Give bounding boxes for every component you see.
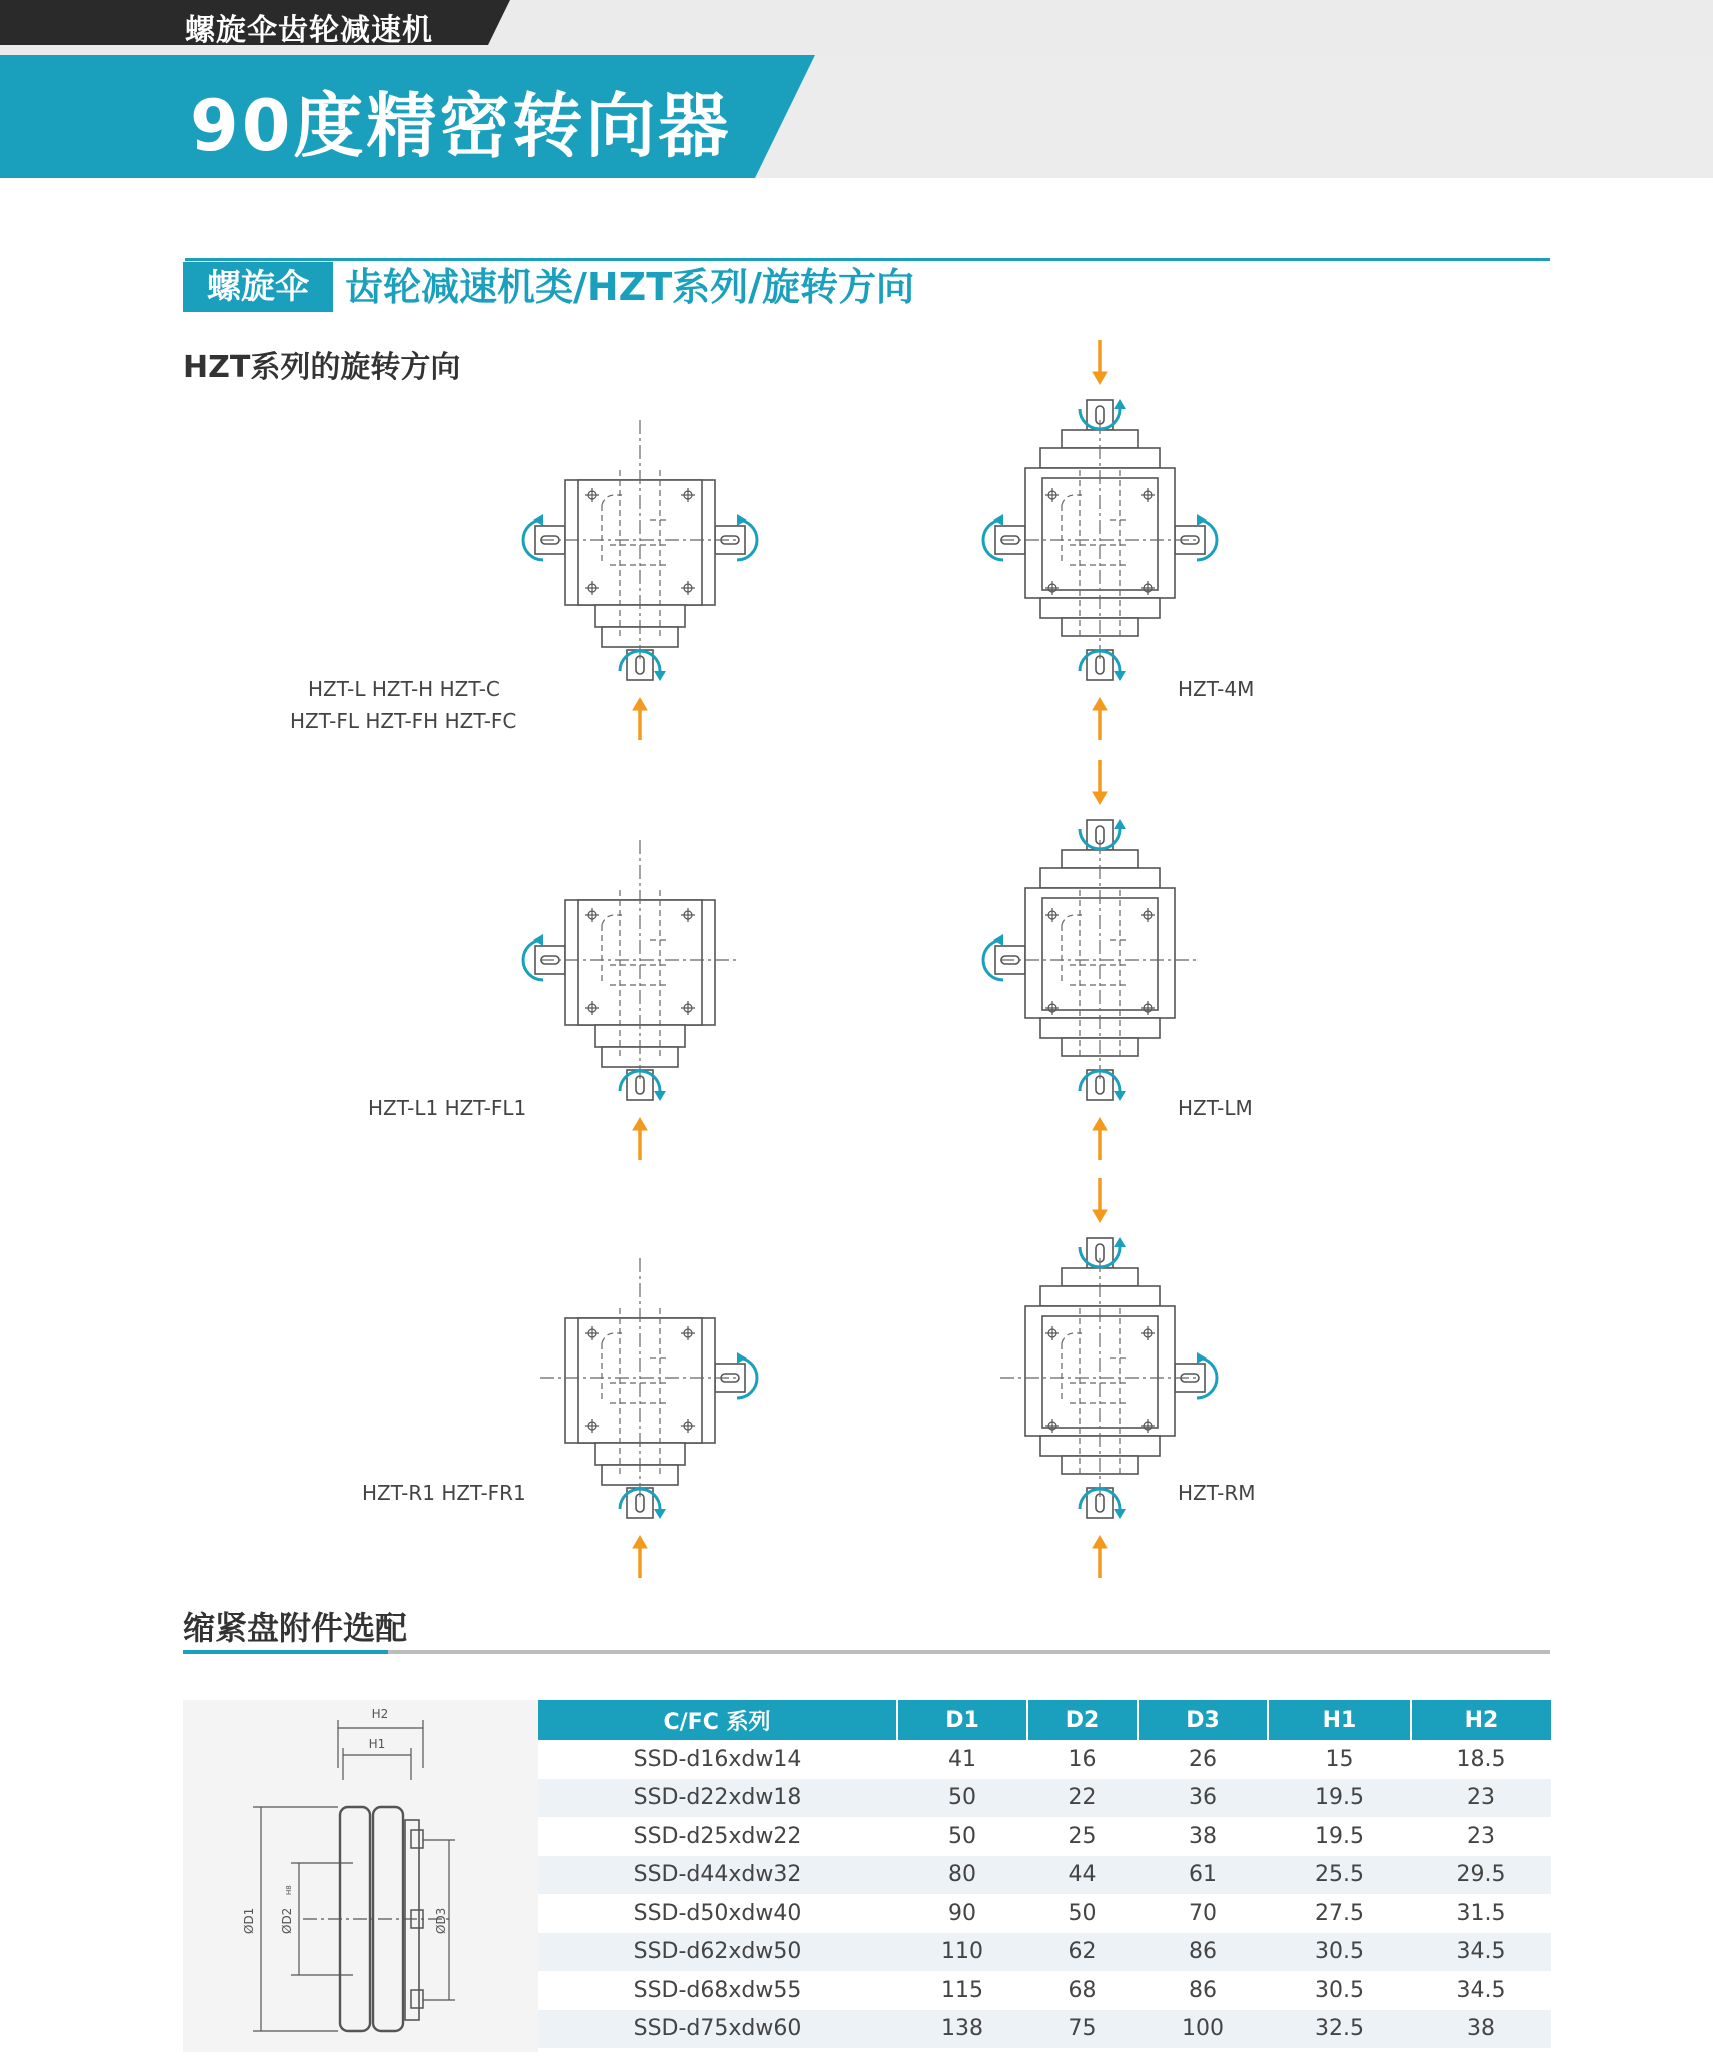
input-arrow-icon [1093, 698, 1107, 740]
table-header-row [538, 1700, 1551, 1740]
cell-h2: 23 [1411, 1779, 1551, 1818]
col-series: C/FC 系列 [538, 1700, 897, 1740]
col-d3: D3 [1138, 1700, 1268, 1740]
cell-d1: 110 [897, 1933, 1027, 1972]
diagram-hzt-r1 [510, 1178, 770, 1578]
cell-d3: 36 [1138, 1779, 1268, 1818]
table-row [538, 1817, 1551, 1856]
cell-d2: 22 [1027, 1779, 1138, 1818]
cell-h1: 19.5 [1268, 1779, 1411, 1818]
table-row [538, 1740, 1551, 1779]
cell-h2: 18.5 [1456, 1746, 1506, 1772]
cell-h1: 30.5 [1268, 1933, 1411, 1972]
table-row [538, 1856, 1551, 1895]
section-title: 齿轮减速机类/HZT系列/旋转方向 [345, 265, 915, 309]
table-row [538, 1971, 1551, 2010]
input-arrow-icon [1093, 1178, 1107, 1222]
cell-d2: 62 [1027, 1933, 1138, 1972]
input-arrow-icon [633, 1118, 647, 1160]
hidden-lines [1000, 420, 1200, 660]
cell-h1: 32.5 [1268, 2010, 1411, 2049]
label-hzt-l-line2: HZT-FL HZT-FH HZT-FC [290, 709, 517, 733]
cell-d1: 115 [941, 1977, 983, 2003]
cell-model: SSD-d68xdw55 [633, 1977, 802, 2003]
dim-h1: H1 [368, 1737, 386, 1751]
rotation-heading: HZT系列的旋转方向 [183, 350, 461, 385]
cell-h2: 23 [1467, 1823, 1495, 1849]
hidden-lines [1000, 840, 1200, 1080]
dim-d1: ØD1 [242, 1907, 256, 1934]
hidden-lines [540, 840, 740, 1080]
accessory-heading: 缩紧盘附件选配 [183, 1609, 408, 1647]
cell-d1: 138 [897, 2010, 1027, 2049]
col-d1: D1 [897, 1700, 1027, 1740]
cell-d2: 44 [1027, 1856, 1138, 1895]
dim-d2: ØD2 [280, 1907, 294, 1934]
cell-d3: 26 [1189, 1746, 1217, 1772]
cell-h2: 29.5 [1411, 1856, 1551, 1895]
shrink-disc-svg [183, 1700, 538, 2052]
table-row [538, 1933, 1551, 1972]
label-hzt-r1: HZT-R1 HZT-FR1 [362, 1481, 526, 1505]
diagram-hzt-l [510, 340, 770, 740]
shrink-disc-drawing [183, 1700, 538, 2052]
section-tag: 螺旋伞 [183, 262, 333, 312]
cell-h2: 34.5 [1456, 1977, 1506, 2003]
input-arrow-icon [633, 1536, 647, 1578]
dim-d3: ØD3 [434, 1907, 448, 1934]
cell-h1: 27.5 [1315, 1900, 1364, 1926]
cell-d1: 41 [948, 1746, 976, 1772]
input-arrow-icon [1093, 760, 1107, 804]
dim-d2-sub: H8 [285, 1885, 293, 1895]
cell-h1: 15 [1325, 1746, 1354, 1772]
shrink-disc-table [538, 1700, 1551, 2048]
cell-d2: 75 [1027, 2010, 1138, 2049]
cell-d2: 25 [1068, 1823, 1097, 1849]
diagram-hzt-l1 [510, 760, 770, 1160]
cell-d2: 50 [1068, 1900, 1097, 1926]
label-hzt-l-line1: HZT-L HZT-H HZT-C [308, 677, 500, 701]
cell-model: SSD-d44xdw32 [538, 1856, 897, 1895]
table-row [538, 1894, 1551, 1933]
cell-d1: 50 [897, 1779, 1027, 1818]
accessory-rule [183, 1650, 1550, 1654]
cell-d2: 16 [1068, 1746, 1097, 1772]
input-arrow-icon [1093, 1536, 1107, 1578]
cell-d3: 61 [1138, 1856, 1268, 1895]
cell-model: SSD-d25xdw22 [633, 1823, 802, 1849]
cell-d3: 100 [1138, 2010, 1268, 2049]
cell-model: SSD-d75xdw60 [538, 2010, 897, 2049]
cell-d1: 90 [948, 1900, 976, 1926]
input-arrow-icon [633, 698, 647, 740]
diagram-hzt-rm [970, 1178, 1230, 1578]
label-hzt-rm: HZT-RM [1178, 1481, 1256, 1505]
label-hzt-4m: HZT-4M [1178, 677, 1255, 701]
hidden-lines [1000, 1258, 1200, 1498]
label-hzt-lm: HZT-LM [1178, 1096, 1253, 1120]
input-arrow-icon [1093, 340, 1107, 384]
cell-d1: 50 [948, 1823, 976, 1849]
cell-h1: 30.5 [1315, 1977, 1364, 2003]
col-h2: H2 [1411, 1700, 1551, 1740]
cell-d3: 70 [1189, 1900, 1217, 1926]
table-row [538, 2010, 1551, 2049]
cell-model: SSD-d62xdw50 [538, 1933, 897, 1972]
cell-model: SSD-d22xdw18 [538, 1779, 897, 1818]
cell-d2: 68 [1068, 1977, 1097, 2003]
cell-d3: 86 [1138, 1933, 1268, 1972]
cell-model: SSD-d50xdw40 [633, 1900, 802, 1926]
cell-h1: 25.5 [1268, 1856, 1411, 1895]
hidden-lines [540, 420, 740, 660]
accessory-rule-accent [183, 1650, 388, 1654]
cell-d3: 86 [1189, 1977, 1217, 2003]
cell-h2: 31.5 [1456, 1900, 1506, 1926]
cell-h2: 38 [1411, 2010, 1551, 2049]
cell-h1: 19.5 [1315, 1823, 1364, 1849]
col-d2: D2 [1027, 1700, 1138, 1740]
col-h1: H1 [1268, 1700, 1411, 1740]
cell-d3: 38 [1189, 1823, 1217, 1849]
cell-d1: 80 [897, 1856, 1027, 1895]
input-arrow-icon [1093, 1118, 1107, 1160]
cell-h2: 34.5 [1411, 1933, 1551, 1972]
dim-h2: H2 [371, 1707, 389, 1721]
section-rule [185, 258, 1550, 261]
page-title: 90度精密转向器 [190, 85, 732, 167]
hidden-lines [540, 1258, 740, 1498]
cell-model: SSD-d16xdw14 [633, 1746, 802, 1772]
table-row [538, 1779, 1551, 1818]
category-label: 螺旋伞齿轮减速机 [185, 13, 433, 48]
label-hzt-l1: HZT-L1 HZT-FL1 [368, 1096, 527, 1120]
